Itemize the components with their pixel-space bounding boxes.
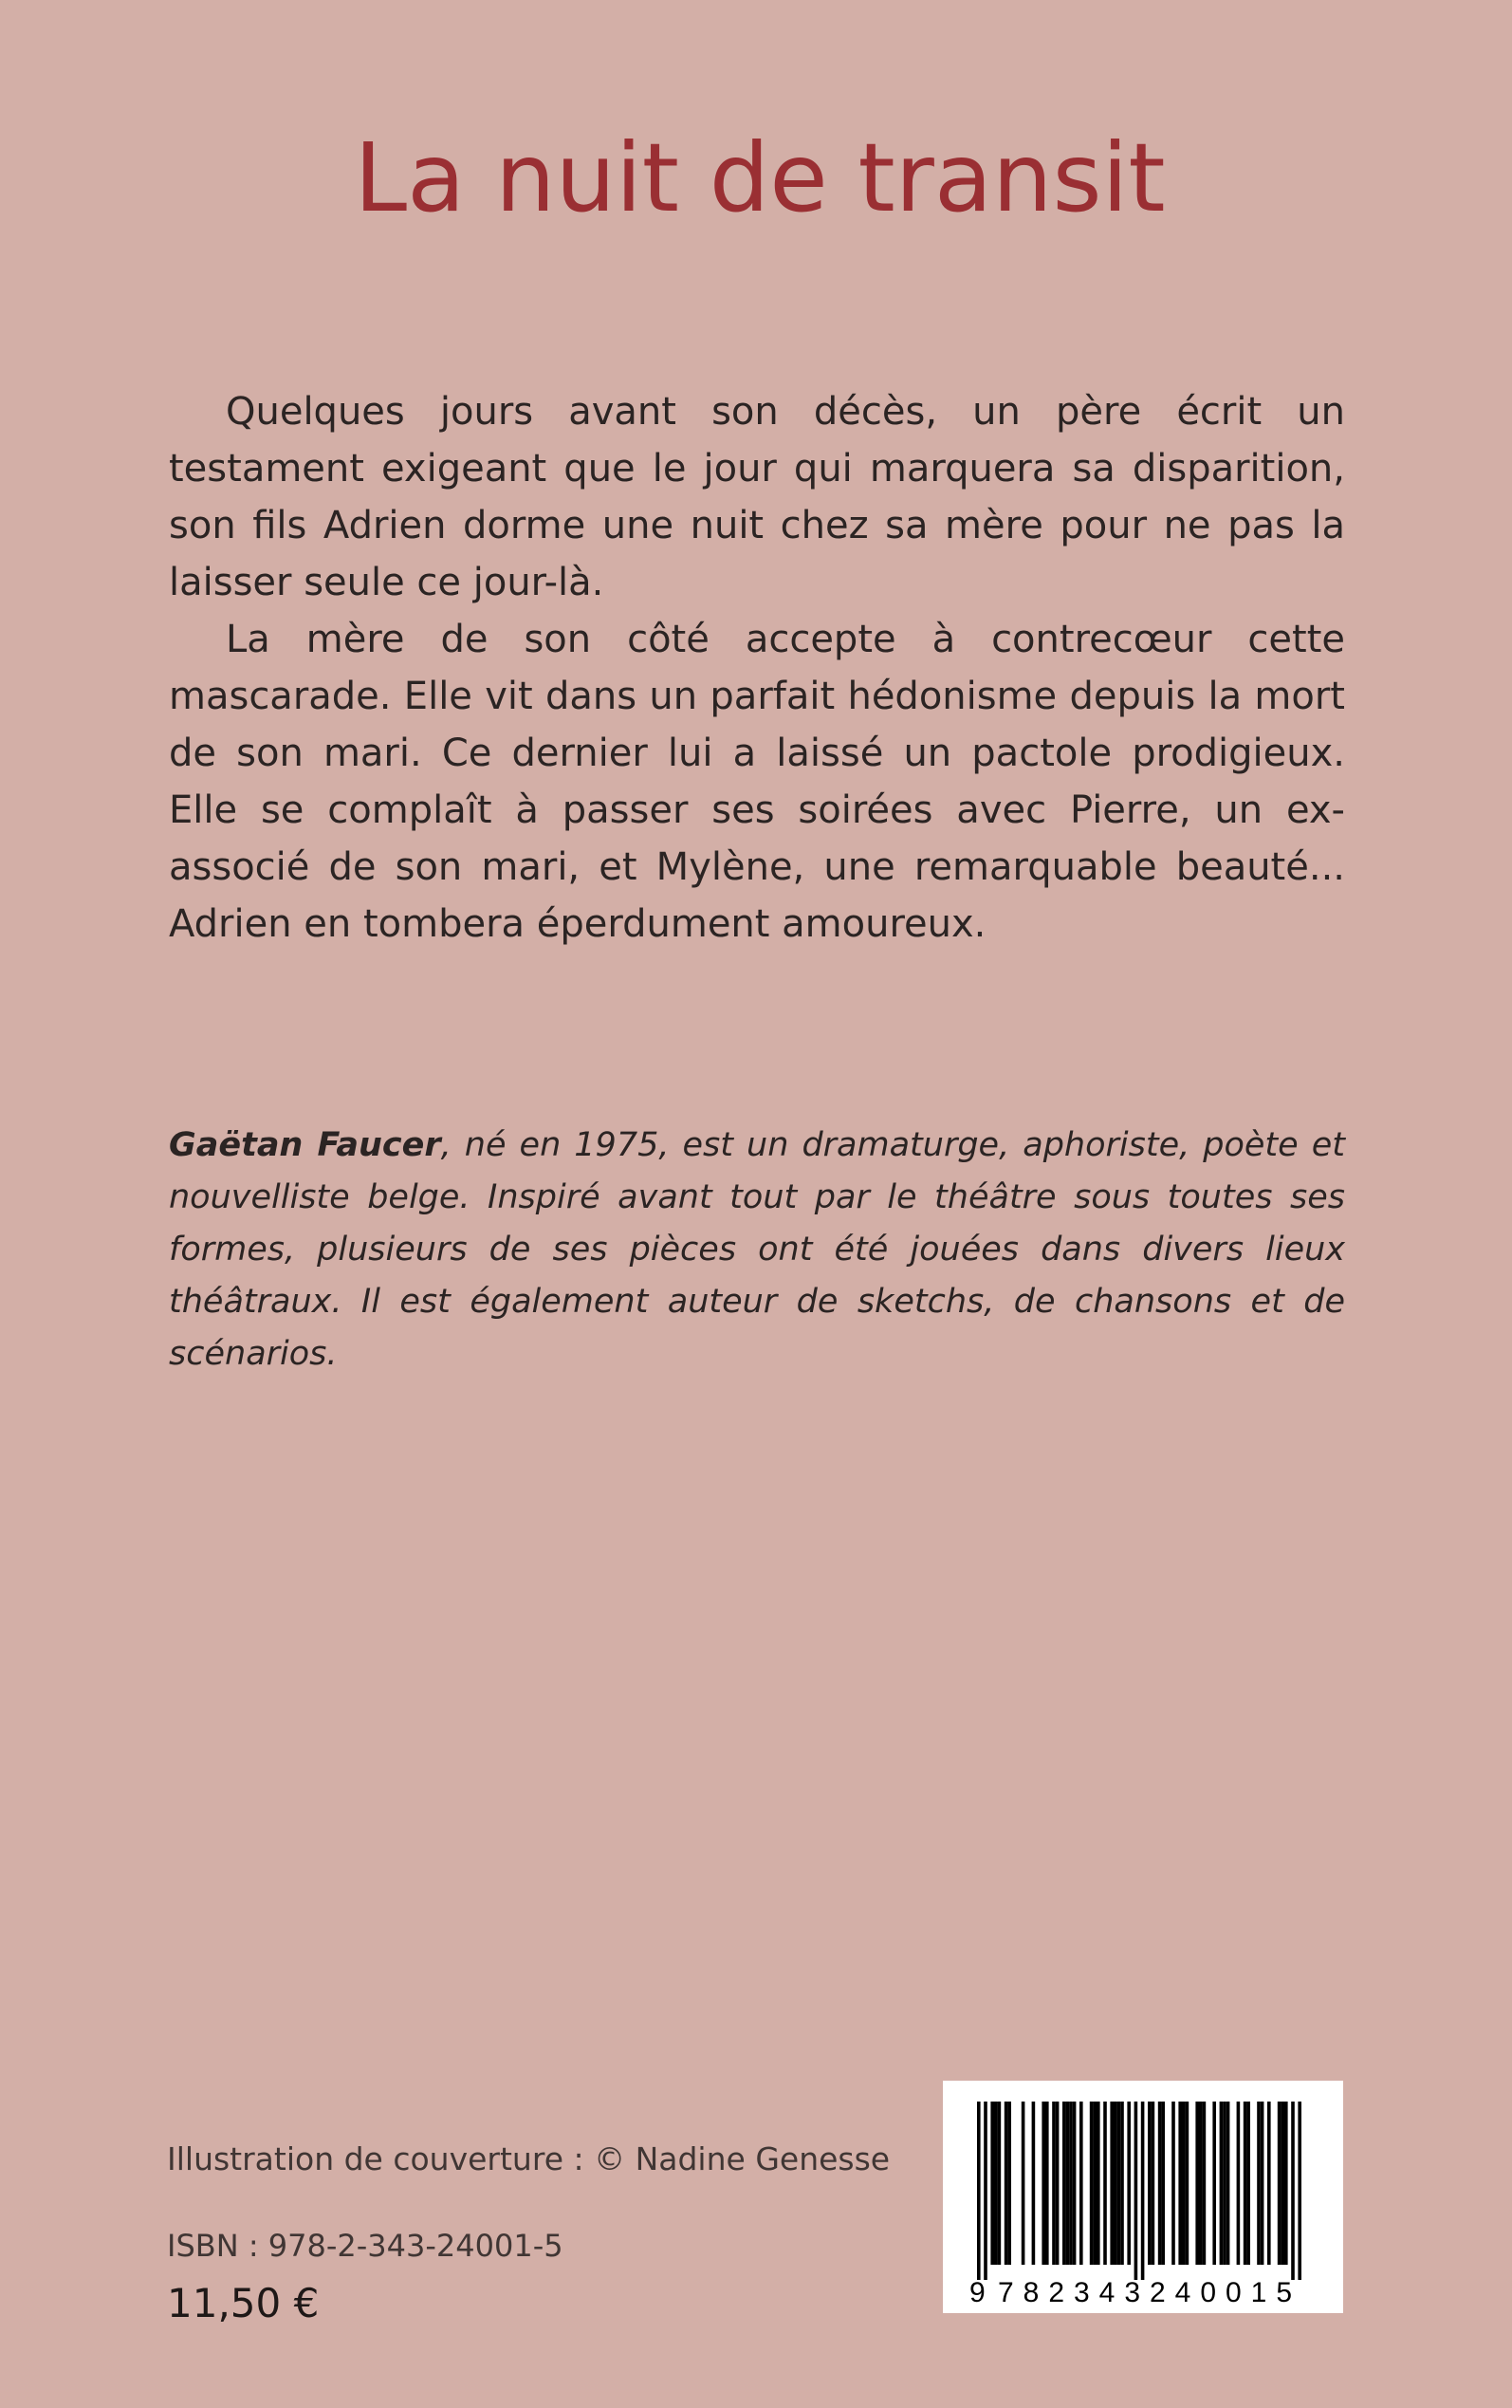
barcode-bar xyxy=(994,2102,998,2265)
barcode-digits-left: 782343 xyxy=(998,2277,1140,2308)
barcode-bar xyxy=(1244,2102,1247,2265)
barcode-bar xyxy=(1056,2102,1060,2265)
barcode-first-digit: 9 xyxy=(969,2277,986,2308)
barcode-bar xyxy=(1281,2102,1284,2265)
barcode-bar xyxy=(1152,2102,1155,2265)
barcode-bar xyxy=(1134,2102,1138,2280)
barcode-bar xyxy=(1079,2102,1083,2265)
barcode-bar xyxy=(1005,2102,1008,2265)
barcode-bar xyxy=(1127,2102,1131,2265)
synopsis-paragraph-1: Quelques jours avant son décès, un père écrit un testament exigeant que le jour qui marquera sa disparition, son fils Adrien dorme une nuit chez sa mère pour ne pas la laisser seule ce jour-là. xyxy=(169,390,1345,604)
barcode-bar xyxy=(984,2102,987,2280)
barcode-bar xyxy=(1212,2102,1216,2265)
barcode-bar xyxy=(1246,2102,1250,2265)
isbn-label: ISBN : 978-2-343-24001-5 xyxy=(167,2228,563,2264)
barcode-bar xyxy=(977,2102,981,2280)
book-title: La nuit de transit xyxy=(354,122,1166,233)
barcode-bar xyxy=(1171,2102,1175,2265)
barcode-bar xyxy=(1073,2102,1077,2265)
barcode-bar xyxy=(1022,2102,1025,2265)
barcode-bar xyxy=(1042,2102,1045,2265)
barcode-bar xyxy=(1103,2102,1107,2265)
barcode-bar xyxy=(1007,2102,1011,2265)
barcode-bars xyxy=(977,2102,1301,2280)
barcode-bar xyxy=(1052,2102,1056,2265)
barcode-bar xyxy=(1158,2102,1162,2265)
barcode-bar xyxy=(990,2102,994,2265)
author-bio-text: , né en 1975, est un dramaturge, aphoriste, poète et nouvelliste belge. Inspiré avant tout par le théâtre sous toutes ses formes, plusieurs de ses pièces ont été jouées dans divers lieux théâtraux. Il est également auteur de sketchs, de chansons et de scénarios. xyxy=(169,1126,1345,1373)
barcode-digits-right: 240015 xyxy=(1150,2277,1292,2308)
synopsis xyxy=(169,383,1345,953)
barcode-bar xyxy=(1223,2102,1226,2265)
barcode-bar xyxy=(1220,2102,1224,2265)
illustration-credit: Illustration de couverture : © Nadine Genesse xyxy=(167,2140,891,2177)
barcode-bar xyxy=(1069,2102,1073,2265)
barcode-bar xyxy=(1148,2102,1152,2265)
barcode-bar xyxy=(1120,2102,1124,2265)
barcode-bar xyxy=(1203,2102,1207,2265)
barcode-bar xyxy=(1114,2102,1117,2265)
barcode-bar xyxy=(1284,2102,1288,2265)
barcode-bar xyxy=(1090,2102,1094,2265)
barcode-bar xyxy=(1045,2102,1049,2265)
barcode-bar xyxy=(1237,2102,1241,2265)
barcode-bar xyxy=(1298,2102,1301,2280)
barcode-bar xyxy=(1199,2102,1203,2265)
barcode-bar xyxy=(1141,2102,1145,2280)
author-bio xyxy=(169,1120,1345,1380)
barcode-bar xyxy=(1182,2102,1186,2265)
author-name: Gaëtan Faucer xyxy=(169,1126,441,1164)
barcode-bar xyxy=(1032,2102,1036,2265)
barcode-bar xyxy=(1161,2102,1165,2265)
synopsis-paragraph-2: La mère de son côté accepte à contrecœur cette mascarade. Elle vit dans un parfait hédonisme depuis la mort de son mari. Ce dernier lui a laissé un pactole prodigieux. Elle se complaît à passer ses soirées avec Pierre, un ex-associé de son mari, et Mylène, une remarquable beauté... Adrien en tombera éperdument amoureux. xyxy=(169,618,1345,946)
barcode-bar xyxy=(1195,2102,1199,2265)
barcode-bar xyxy=(1178,2102,1182,2265)
barcode-bar xyxy=(1291,2102,1295,2280)
price-label: 11,50 € xyxy=(167,2280,320,2326)
barcode-bar xyxy=(1257,2102,1261,2265)
barcode-bar xyxy=(1066,2102,1070,2265)
barcode-bar xyxy=(1117,2102,1121,2265)
barcode-bar xyxy=(1278,2102,1282,2265)
barcode-bar xyxy=(998,2102,1002,2265)
barcode-bar xyxy=(1186,2102,1189,2265)
barcode-bar xyxy=(1261,2102,1264,2265)
barcode-bar xyxy=(1110,2102,1114,2265)
barcode-bar xyxy=(1226,2102,1230,2265)
barcode-bar xyxy=(1093,2102,1097,2265)
barcode-bar xyxy=(1097,2102,1100,2265)
barcode xyxy=(943,2081,1343,2313)
barcode-graphic xyxy=(943,2081,1343,2313)
barcode-bar xyxy=(1267,2102,1271,2265)
barcode-bar xyxy=(1062,2102,1066,2265)
